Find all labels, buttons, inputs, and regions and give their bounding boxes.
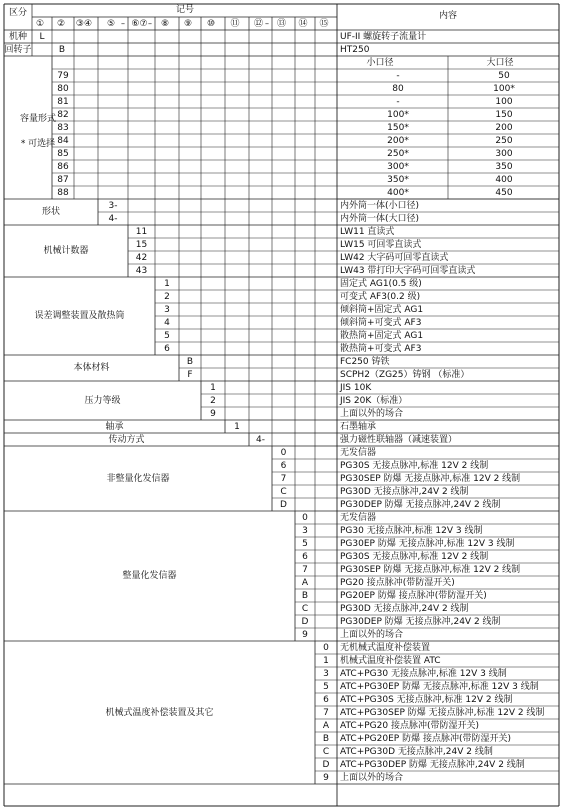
capacity-large-value: 150 (495, 110, 513, 120)
temp-desc: ATC+PG30S 无接点脉冲,标准 12V 2 线制 (340, 695, 513, 705)
adjust-desc: 倾斜筒+固定式 AG1 (340, 305, 424, 315)
non_pulse-code: 0 (280, 448, 287, 458)
pressure-code: 2 (210, 396, 216, 406)
position-marker: ⑧ (160, 19, 170, 29)
adjust-desc: 倾斜筒+可变式 AF3 (340, 318, 422, 328)
adjust-code: 2 (164, 292, 170, 302)
capacity-code: 80 (57, 84, 69, 94)
shape-desc: 内外筒一体(大口径) (340, 214, 420, 224)
position-marker: ⑨ (183, 19, 193, 29)
capacity-code: 86 (57, 162, 69, 172)
shape-label: 形状 (41, 207, 61, 217)
position-marker: ⑬ (276, 19, 287, 29)
pulse-desc: PG30SEP 防爆 无接点脉冲,标准 12V 2 线制 (340, 565, 521, 575)
capacity-small-value: - (396, 71, 400, 81)
zone-header: 区分 (8, 8, 28, 18)
rotor-code: B (58, 45, 66, 55)
rotor-desc: HT250 (340, 45, 370, 55)
capacity-small-value: 350* (387, 175, 409, 185)
temp-desc: ATC+PG30DEP 防爆 无接点脉冲,24V 2 线制 (340, 760, 525, 770)
capacity-code: 79 (57, 71, 69, 81)
bearing-label: 轴承 (105, 422, 124, 432)
non_pulse-desc: PG30DEP 防爆 无接点脉冲,24V 2 线制 (340, 500, 501, 510)
pulse-code: A (301, 578, 309, 588)
capacity-code: 83 (57, 123, 69, 133)
adjust-code: 1 (164, 279, 170, 289)
temp-code: 3 (323, 669, 329, 679)
shape-code: 3- (108, 201, 118, 211)
pulse-desc: PG20EP 防爆 接点脉冲(带防湿开关) (340, 591, 487, 601)
pulse-desc: PG30 无接点脉冲,标准 12V 3 线制 (340, 526, 483, 536)
adjust-code: 3 (164, 305, 170, 315)
shape-desc: 内外筒一体(小口径) (340, 201, 420, 211)
position-marker: ① (35, 19, 45, 29)
pressure-label: 压力等级 (84, 395, 121, 406)
material-code: F (187, 370, 193, 380)
pulse-desc: PG30S 无接点脉冲,标准 12V 2 线制 (340, 552, 489, 562)
position-marker: ⑤ (106, 19, 116, 29)
counter-code: 42 (135, 253, 148, 263)
position-dash: – (265, 19, 269, 28)
pulse-code: D (301, 617, 309, 627)
capacity-large-value: 100 (495, 97, 513, 107)
counter-desc: LW42 大字码可回零直读式 (340, 253, 449, 263)
capacity-small-value: 300* (387, 162, 409, 172)
material-label: 本体材料 (73, 363, 110, 373)
rotor-label: 回转子 (4, 45, 32, 55)
temp-code: 6 (323, 695, 329, 705)
pulse-code: B (301, 591, 309, 601)
capacity-note: * 可选择 (20, 139, 56, 149)
pulse-desc: PG30DEP 防爆 无接点脉冲,24V 2 线制 (340, 617, 501, 627)
bearing-desc: 石墨轴承 (340, 422, 377, 432)
adjust-label: 误差调整装置及散热筒 (34, 311, 125, 321)
material-desc: FC250 铸铁 (340, 357, 390, 367)
pulse-code: 5 (302, 539, 308, 549)
position-marker: ⑭ (298, 19, 308, 29)
adjust-desc: 可变式 AF3(0.2 级) (340, 292, 421, 302)
adjust-code: 5 (164, 331, 170, 341)
temp-desc: ATC+PG30D 无接点脉冲,24V 2 线制 (340, 747, 493, 757)
temp-label: 机械式温度补偿装置及其它 (105, 707, 214, 718)
counter-code: 11 (135, 227, 148, 237)
model-label: 机种 (8, 32, 28, 42)
capacity-large-value: 300 (495, 149, 513, 159)
material-code: B (186, 357, 194, 367)
non_pulse-code: D (280, 500, 287, 510)
pulse-desc: PG30D 无接点脉冲,24V 2 线制 (340, 604, 469, 614)
temp-desc: ATC+PG20EP 防爆 接点脉冲(带防湿开关) (340, 734, 511, 744)
temp-desc: 机械式温度补偿装置 ATC (340, 656, 441, 666)
position-dash: – (148, 19, 152, 28)
adjust-desc: 固定式 AG1(0.5 级) (340, 279, 422, 289)
capacity-large-value: 450 (495, 188, 513, 198)
pulse-desc: 上面以外的场合 (340, 630, 404, 640)
capacity-code: 87 (57, 175, 69, 185)
temp-desc: 无机械式温度补偿装置 (340, 643, 431, 653)
position-marker: ⑥⑦ (131, 19, 148, 29)
capacity-code: 84 (57, 136, 69, 146)
symbol-header: 记号 (175, 5, 195, 15)
drive-label: 传动方式 (108, 435, 145, 445)
pressure-desc: JIS 20K（标准） (340, 396, 408, 406)
drive-desc: 强力磁性联轴器（减速装置） (340, 435, 458, 445)
position-marker: ③④ (75, 19, 93, 29)
content-header: 内容 (438, 11, 458, 21)
position-dash: – (121, 19, 125, 28)
pulse-code: 6 (302, 552, 308, 562)
non_pulse-code: 6 (280, 461, 287, 471)
capacity-small-value: 80 (392, 84, 404, 94)
capacity-code: 85 (57, 149, 69, 159)
capacity-small-value: 250* (387, 149, 409, 159)
capacity-large-value: 100* (493, 84, 515, 94)
temp-desc: ATC+PG30 无接点脉冲,标准 12V 3 线制 (340, 669, 507, 679)
material-desc: SCPH2（ZG25）铸钢 （标准） (340, 370, 470, 380)
capacity-code: 88 (57, 188, 69, 198)
pulse-code: 7 (302, 565, 308, 575)
capacity-label: 容量形式 (19, 114, 57, 124)
counter-code: 43 (135, 266, 148, 276)
temp-code: B (322, 734, 330, 744)
pulse-code: C (301, 604, 309, 614)
temp-code: 5 (323, 682, 329, 692)
pressure-desc: JIS 10K (340, 383, 372, 393)
adjust-code: 4 (164, 318, 170, 328)
capacity-small-value: - (396, 97, 400, 107)
adjust-code: 6 (164, 344, 170, 354)
temp-code: D (322, 760, 330, 770)
temp-code: 7 (323, 708, 329, 718)
capacity-large-value: 50 (498, 71, 510, 81)
temp-desc: ATC+PG30SEP 防爆 无接点脉冲,标准 12V 2 线制 (340, 708, 545, 718)
counter-desc: LW11 直读式 (340, 227, 395, 237)
temp-desc: ATC+PG30EP 防爆 无接点脉冲,标准 12V 3 线制 (340, 682, 539, 692)
position-marker: ⑩ (206, 19, 216, 29)
pulse-code: 9 (302, 630, 308, 640)
temp-code: 9 (323, 773, 329, 783)
capacity-large-header: 大口径 (486, 58, 514, 68)
capacity-small-value: 150* (387, 123, 409, 133)
adjust-desc: 散热筒+可变式 AF3 (340, 344, 422, 354)
capacity-large-value: 200 (495, 123, 513, 133)
capacity-small-value: 400* (387, 188, 409, 198)
capacity-large-value: 400 (495, 175, 513, 185)
non_pulse-desc: PG30S 无接点脉冲,标准 12V 2 线制 (340, 461, 489, 471)
pressure-desc: 上面以外的场合 (340, 409, 404, 419)
non_pulse-label: 非整量化发信器 (106, 473, 170, 484)
temp-code: 1 (323, 656, 329, 666)
capacity-code: 82 (57, 110, 69, 120)
pressure-code: 9 (210, 409, 216, 419)
capacity-small-value: 100* (387, 110, 409, 120)
pulse-desc: PG20 接点脉冲(带防湿开关) (340, 578, 455, 588)
temp-code: 0 (323, 643, 329, 653)
capacity-large-value: 250 (495, 136, 513, 146)
shape-code: 4- (108, 214, 118, 224)
model-desc: UF-II 螺旋转子流量计 (340, 32, 427, 42)
pressure-code: 1 (210, 383, 216, 393)
counter-label: 机械计数器 (43, 246, 89, 256)
non_pulse-desc: PG30SEP 防爆 无接点脉冲,标准 12V 2 线制 (340, 474, 521, 484)
bearing-code: 1 (234, 422, 240, 432)
model-code: L (39, 32, 45, 42)
position-marker: ⑮ (319, 19, 329, 29)
capacity-small-value: 200* (387, 136, 409, 146)
position-marker: ⑫ (253, 19, 264, 29)
pulse-desc: 无发信器 (340, 513, 377, 523)
pulse-code: 0 (302, 513, 308, 523)
temp-desc: 上面以外的场合 (340, 773, 404, 783)
non_pulse-code: C (280, 487, 287, 497)
capacity-large-value: 350 (495, 162, 513, 172)
pulse-label: 整量化发信器 (122, 571, 177, 581)
position-marker: ⑪ (230, 19, 240, 29)
non_pulse-code: 7 (280, 474, 287, 484)
pulse-desc: PG30EP 防爆 无接点脉冲,标准 12V 3 线制 (340, 539, 515, 549)
adjust-desc: 散热筒+固定式 AG1 (340, 331, 424, 341)
counter-desc: LW43 带打印大字码可回零直读式 (340, 266, 476, 276)
capacity-small-header: 小口径 (366, 58, 394, 68)
temp-desc: ATC+PG20 接点脉冲(带防湿开关) (340, 721, 479, 731)
pulse-code: 3 (302, 526, 308, 536)
counter-code: 15 (135, 240, 148, 250)
temp-code: C (322, 747, 330, 757)
non_pulse-desc: PG30D 无接点脉冲,24V 2 线制 (340, 487, 469, 497)
counter-desc: LW15 可回零直读式 (340, 240, 422, 250)
position-marker: ② (56, 19, 66, 29)
drive-code: 4- (256, 435, 265, 445)
temp-code: A (322, 721, 330, 731)
non_pulse-desc: 无发信器 (340, 448, 377, 458)
capacity-code: 81 (57, 97, 69, 107)
